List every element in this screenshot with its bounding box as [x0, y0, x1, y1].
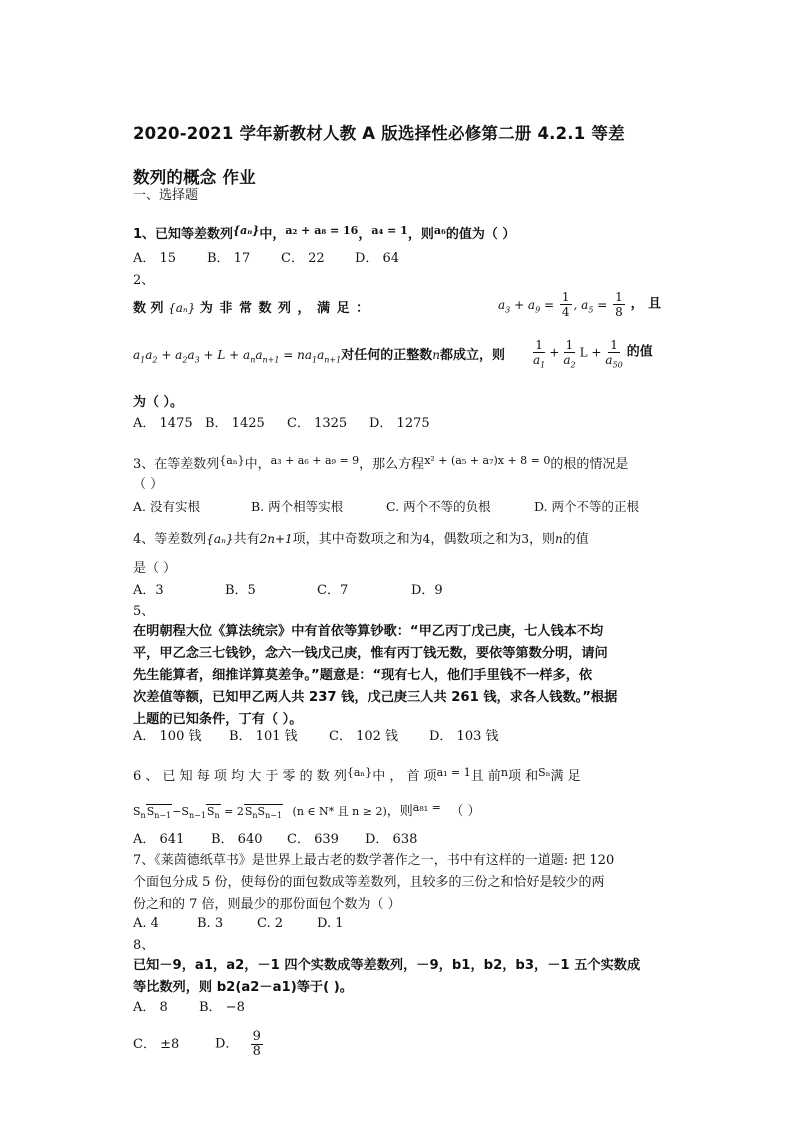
- q7-line-3: 份之和的 7 倍，则最少的那份面包个数为（ ）: [133, 897, 401, 912]
- title-line-2: 数列的概念 作业: [133, 168, 256, 187]
- q6-option-c[interactable]: C． 639: [287, 832, 339, 847]
- q3-option-b[interactable]: B. 两个相等实根: [251, 499, 344, 514]
- q3-option-a[interactable]: A. 没有实根: [133, 499, 200, 514]
- q4-text4: ，则: [528, 532, 555, 547]
- q2-line2-text2: 都成立，则: [439, 348, 505, 363]
- q3-option-d[interactable]: D. 两个不等的正根: [534, 499, 640, 514]
- q6-line1c: 且 前: [470, 769, 501, 784]
- q3-cond: a₃ + a₆ + a₉ = 9: [270, 454, 360, 467]
- q4-seq: {aₙ}: [206, 532, 234, 546]
- q8-line-2: 等比数列，则 b2(a2－a1)等于( )。: [133, 980, 353, 995]
- q2-number: 2、: [133, 273, 155, 288]
- q1-mid2: ，: [358, 227, 372, 242]
- q4-odd: 4: [422, 532, 431, 546]
- q4-option-c[interactable]: C．7: [317, 583, 349, 598]
- q1-options: [133, 249, 399, 269]
- q6-line1d: 项 和: [508, 769, 539, 784]
- q6-ask: ，则: [386, 804, 413, 819]
- q3-mid1: 中，: [244, 457, 271, 472]
- q7-option-b[interactable]: B. 3: [197, 916, 224, 931]
- q2-line2-end: 的值: [626, 344, 653, 360]
- q2-n: n: [432, 348, 440, 362]
- q1-option-a[interactable]: A． 15: [133, 251, 177, 266]
- q5-option-b[interactable]: B． 101 钱: [229, 729, 298, 744]
- question-2-line-2: $a_1a_2 + a_2a_3 + L + a_na_{n+1} = na_1a_{n+1}$对任何的正整数n都成立，则: [133, 348, 505, 365]
- question-3: [133, 451, 628, 475]
- q4-option-a[interactable]: A．3: [133, 583, 164, 598]
- q5-option-a[interactable]: A． 100 钱: [133, 729, 202, 744]
- q8-option-c[interactable]: C． ±8: [133, 1036, 180, 1052]
- q7-option-c[interactable]: C. 2: [257, 916, 284, 931]
- q2-line1-left: 数 列: [133, 301, 169, 316]
- q2-condition: $a_3 + a_9$ = $\frac{1}{4}$ , $a_5$ = $\frac{1}{8}$ ， 且: [498, 290, 662, 319]
- q1-option-b[interactable]: B． 17: [207, 251, 251, 266]
- title-line-1: 2020-2021 学年新教材人教 A 版选择性必修第二册 4.2.1 等差: [133, 124, 625, 143]
- q6-seq: {aₙ}: [346, 766, 373, 779]
- q6-n: n: [500, 766, 509, 779]
- q3-prefix: 3、在等差数列: [133, 457, 220, 472]
- q6-option-d[interactable]: D． 638: [365, 832, 418, 847]
- q3-equation: x² + (a₅ + a₇)x + 8 = 0: [424, 454, 551, 467]
- q2-option-a[interactable]: A． 1475: [133, 416, 193, 431]
- q6-target: a₈₁ =: [412, 801, 441, 814]
- q3-seq: {aₙ}: [219, 454, 245, 467]
- q2-line2-text: 对任何的正整数: [341, 348, 433, 363]
- question-1: [133, 221, 515, 245]
- q7-line-1: 7、《莱茵德纸草书》是世界上最古老的数学著作之一，书中有这样的一道题: 把 120: [133, 853, 615, 868]
- q6-option-a[interactable]: A． 641: [133, 832, 185, 847]
- q2-options: [133, 414, 430, 434]
- document-title: [133, 112, 663, 200]
- q1-mid3: ，则: [407, 227, 434, 242]
- question-6-line-2: $S_nS_{n-1}-S_{n-1}S_n = 2S_nS_{n-1}$ (n ∈ N* 且 n ≥ 2)，则a₈₁ = （ ）: [133, 801, 481, 821]
- q4-terms: 2n+1: [259, 532, 293, 546]
- q8-option-d-label[interactable]: D．: [215, 1036, 239, 1052]
- q4-even: 3: [521, 532, 529, 546]
- q2-reciprocal-sum: $\frac{1}{a_1}$ + $\frac{1}{a_2}$ L + $\frac{1}{a_{50}}$ 的值: [533, 338, 653, 370]
- q5-options: [133, 727, 499, 747]
- q4-text5: 的值: [562, 532, 589, 547]
- question-7-text: [133, 850, 614, 916]
- q5-line-1: 在明朝程大位《算法统宗》中有首依等算钞歌：“甲乙丙丁戊己庚，七人钱本不均: [133, 624, 604, 639]
- q5-line-5: 上题的已知条件，丁有（ ）。: [133, 712, 303, 727]
- q4-option-b[interactable]: B．5: [225, 583, 256, 598]
- q8-options-row-2: [133, 1030, 265, 1059]
- q3-option-c[interactable]: C. 两个不等的负根: [386, 499, 491, 514]
- q2-option-d[interactable]: D． 1275: [369, 416, 430, 431]
- question-5-text: [133, 621, 617, 731]
- q2-line-3: 为（ ）。: [133, 395, 184, 410]
- q5-line-2: 平，甲乙念三七钱钞，念六一钱戊己庚，惟有丙丁钱无数，要依等第数分明，请问: [133, 646, 608, 661]
- q1-cond1: a₂ + a₈ = 16: [285, 224, 359, 237]
- q5-option-c[interactable]: C． 102 钱: [329, 729, 399, 744]
- q3-options: [133, 497, 639, 517]
- q4-option-d[interactable]: D．9: [411, 583, 443, 598]
- q4-n: n: [554, 532, 563, 546]
- question-8-text: [133, 955, 640, 999]
- q2-seq: {aₙ}: [168, 301, 196, 315]
- q4-text1: 共有: [233, 532, 260, 547]
- q6-option-b[interactable]: B． 640: [211, 832, 263, 847]
- q8-option-a[interactable]: A． 8: [133, 1000, 168, 1015]
- q4-line-2: 是（ ）: [133, 561, 177, 576]
- q8-option-d-denominator: 8: [252, 1044, 261, 1059]
- q4-text2: 项，其中奇数项之和为: [292, 532, 423, 547]
- q3-mid2: ，那么方程: [359, 457, 425, 472]
- q2-line1-mid: 为 非 常 数 列 ， 满 足 ：: [199, 301, 371, 316]
- q2-line1-right: ， 且: [630, 296, 662, 312]
- q6-first: a₁ = 1: [436, 766, 471, 779]
- q6-options: [133, 830, 417, 850]
- q8-option-b[interactable]: B． −8: [199, 1000, 245, 1015]
- q7-options: [133, 914, 344, 934]
- q1-target: a₆: [433, 224, 446, 237]
- q6-line1e: 满 足: [550, 769, 581, 784]
- q8-option-d-fraction[interactable]: [251, 1030, 263, 1059]
- q1-suffix: 的值为（ ）: [445, 227, 516, 242]
- q8-number: 8、: [133, 938, 155, 953]
- q5-line-4: 次差值等额，已知甲乙两人共 237 钱，戊己庚三人共 261 钱，求各人钱数。”根据: [133, 690, 618, 705]
- q3-suffix: 的根的情况是: [550, 457, 629, 472]
- q8-options-row-1: [133, 998, 245, 1018]
- q8-line-1: 已知－9，a1，a2，－1 四个实数成等差数列，－9，b1，b2，b3，－1 五个实数成: [133, 958, 641, 973]
- q1-cond2: a₄ = 1: [371, 224, 408, 237]
- q8-option-d-numerator: 9: [252, 1029, 261, 1044]
- q3-line-2: （ ）: [133, 477, 164, 492]
- q5-number: 5、: [133, 604, 155, 619]
- q7-option-d[interactable]: D. 1: [317, 916, 344, 931]
- q1-option-c[interactable]: C． 22: [281, 251, 325, 266]
- q1-prefix: 1、已知等差数列: [133, 227, 234, 242]
- q2-option-c[interactable]: C． 1325: [287, 416, 348, 431]
- q7-line-2: 个面包分成 5 份，使每份的面包数成等差数列，且较多的三份之和恰好是较少的两: [133, 875, 605, 890]
- q6-S: Sₙ: [538, 766, 551, 779]
- q1-mid1: 中，: [259, 227, 286, 242]
- q5-option-d[interactable]: D． 103 钱: [429, 729, 499, 744]
- q6-suffix: （ ）: [450, 804, 481, 819]
- q4-prefix: 4、等差数列: [133, 532, 207, 547]
- q1-option-d[interactable]: D． 64: [355, 251, 400, 266]
- q4-text3: ，偶数项之和为: [430, 532, 522, 547]
- q5-line-3: 先生能算者，细推详算莫差争。”题意是：“现有七人，他们手里钱不一样多，依: [133, 668, 593, 683]
- question-6-line-1: [133, 763, 581, 787]
- question-4: [133, 529, 589, 550]
- q6-line1b: 中 ， 首 项: [372, 769, 437, 784]
- q4-options: [133, 581, 443, 601]
- q2-option-b[interactable]: B． 1425: [205, 416, 265, 431]
- q1-seq: {aₙ}: [233, 224, 260, 237]
- q6-cond: (n ∈ N* 且 n ≥ 2): [292, 805, 387, 818]
- q7-option-a[interactable]: A. 4: [133, 916, 159, 931]
- section-heading: 一、选择题: [133, 188, 199, 203]
- q6-line1: 6 、 已 知 每 项 均 大 于 零 的 数 列: [133, 769, 347, 784]
